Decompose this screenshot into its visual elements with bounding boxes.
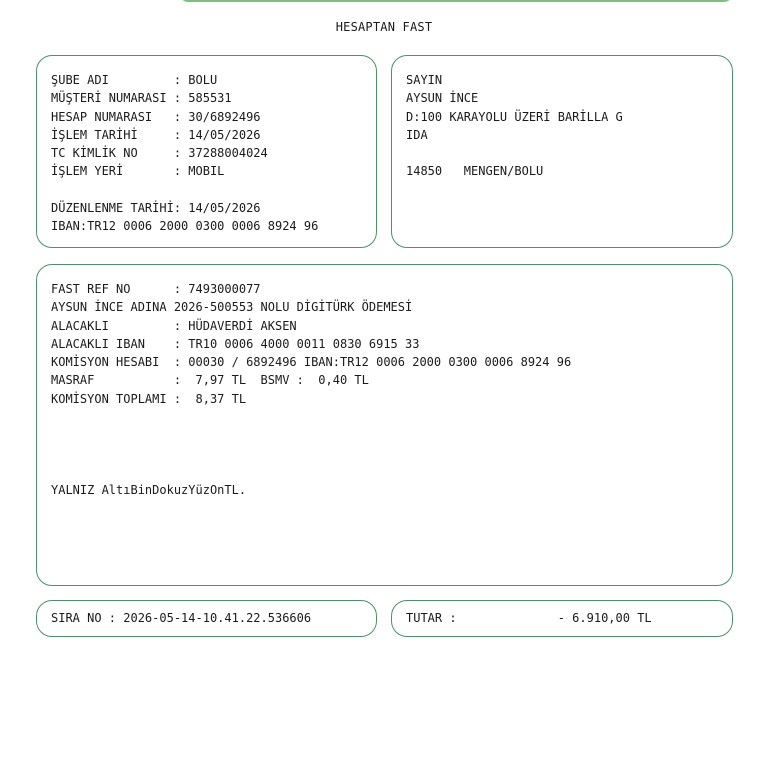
sequence-number-box <box>36 600 377 637</box>
recipient-address-box <box>391 55 733 248</box>
beneficiary-iban-line: ALACAKLI IBAN : TR10 0006 4000 0011 0830 6915 33 <box>51 336 420 351</box>
issue-date-line: DÜZENLENME TARİHİ: 14/05/2026 <box>51 201 261 216</box>
spacer <box>406 144 718 162</box>
amount-in-words: YALNIZ AltıBinDokuzYüzOnTL. <box>51 483 247 497</box>
address-line-2: IDA <box>406 127 428 142</box>
amount-total: TUTAR : - 6.910,00 TL <box>406 611 652 625</box>
fast-ref-line: FAST REF NO : 7493000077 <box>51 282 261 296</box>
recipient-name-line: AYSUN İNCE <box>406 91 479 106</box>
branch-name-line: ŞUBE ADI : BOLU <box>51 73 218 87</box>
fee-line: MASRAF : 7,97 TL BSMV : 0,40 TL <box>51 373 369 388</box>
beneficiary-line: ALACAKLI : HÜDAVERDİ AKSEN <box>51 318 297 333</box>
description-line: AYSUN İNCE ADINA 2026-500553 NOLU DİGİTÜRK ÖDEMESİ <box>51 300 413 315</box>
top-accent-border <box>180 0 732 2</box>
iban-line: IBAN:TR12 0006 2000 0300 0006 8924 96 <box>51 219 319 234</box>
customer-number-line: MÜŞTERİ NUMARASI : 585531 <box>51 91 232 106</box>
transaction-place-line: İŞLEM YERİ : MOBIL <box>51 164 225 179</box>
document-title: HESAPTAN FAST <box>335 20 433 34</box>
address-line-1: D:100 KARAYOLU ÜZERİ BARİLLA G <box>406 109 623 124</box>
transaction-date-line: İŞLEM TARİHİ : 14/05/2026 <box>51 127 261 142</box>
commission-account-line: KOMİSYON HESABI : 00030 / 6892496 IBAN:TR12 0006 2000 0300 0006 8924 96 <box>51 355 572 370</box>
transaction-details-box <box>36 264 733 586</box>
tc-id-line: TC KİMLİK NO : 37288004024 <box>51 146 268 161</box>
salutation-line: SAYIN <box>406 73 443 87</box>
branch-info-box <box>36 55 377 248</box>
sequence-number: SIRA NO : 2026-05-14-10.41.22.536606 <box>51 611 312 625</box>
postal-city-line: 14850 MENGEN/BOLU <box>406 164 544 179</box>
spacer <box>51 181 362 199</box>
amount-box <box>391 600 733 637</box>
account-number-line: HESAP NUMARASI : 30/6892496 <box>51 109 261 124</box>
commission-total-line: KOMİSYON TOPLAMI : 8,37 TL <box>51 391 247 406</box>
